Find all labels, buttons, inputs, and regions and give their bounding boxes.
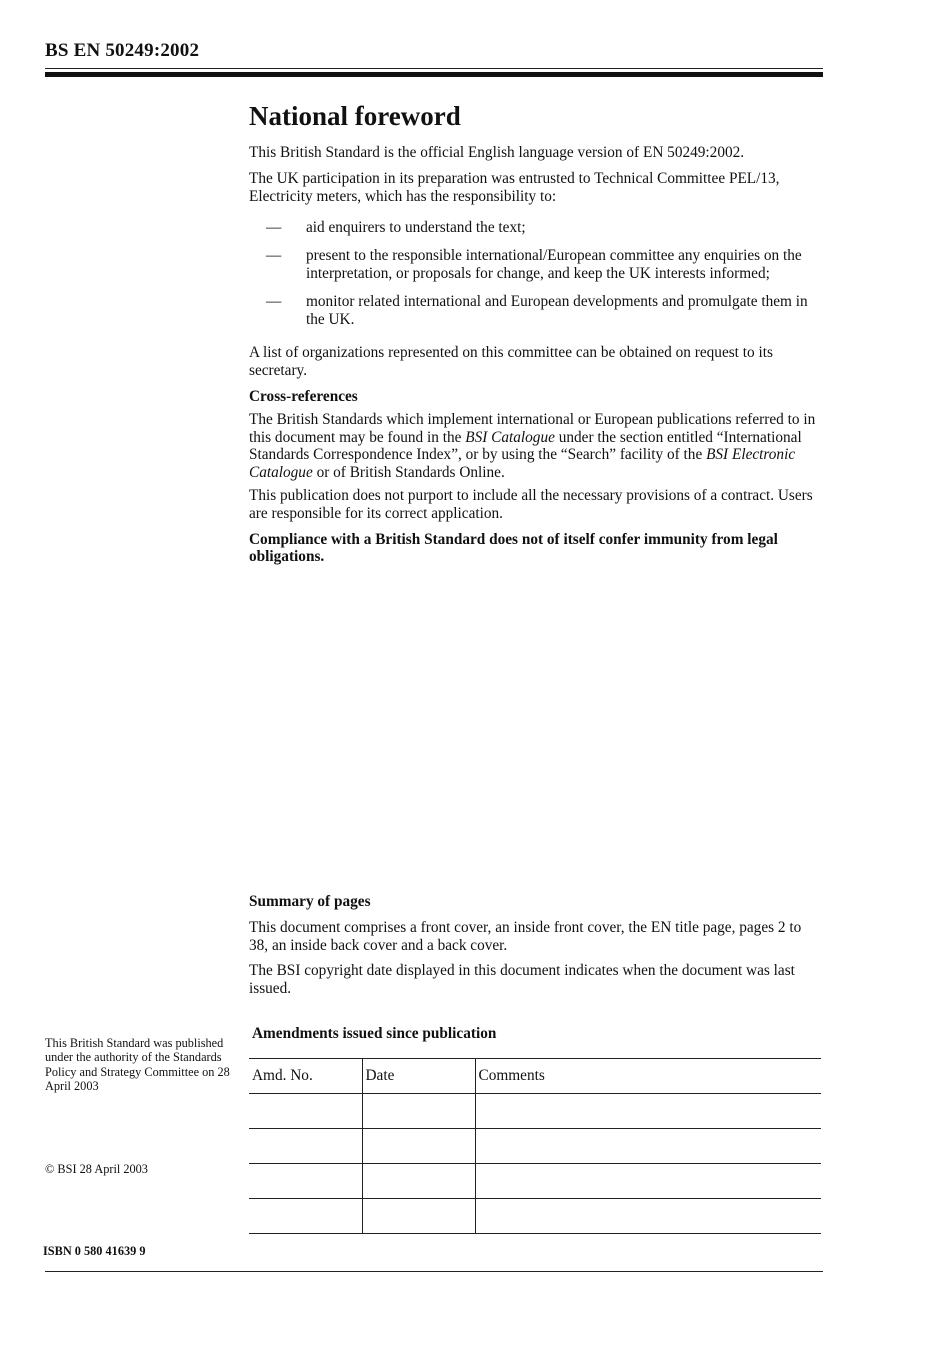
table-row xyxy=(249,1094,821,1129)
column-header-comments: Comments xyxy=(475,1059,821,1094)
table-cell xyxy=(249,1094,362,1129)
list-item-text: present to the responsible international/European committee any enquiries on the interpretation, or proposals for change, and keep the UK interests informed; xyxy=(306,247,802,282)
responsibility-list xyxy=(249,219,824,328)
table-cell xyxy=(475,1129,821,1164)
page-title: National foreword xyxy=(249,101,461,131)
list-item xyxy=(249,247,824,283)
cross-references-paragraph-1 xyxy=(249,411,824,482)
cross-references-heading: Cross-references xyxy=(249,387,358,405)
dash-marker: — xyxy=(266,247,282,265)
list-item-text: aid enquirers to understand the text; xyxy=(306,219,526,237)
table-row xyxy=(249,1164,821,1199)
foreword-paragraph-3: A list of organizations represented on this committee can be obtained on request to its secretary. xyxy=(249,344,773,380)
electronic-catalogue-title: BSI Electronic Catalogue xyxy=(249,446,796,482)
main-content xyxy=(249,100,824,571)
cross-references-paragraph-2: This publication does not purport to include all the necessary provisions of a contract. Users are responsible for its correct application. xyxy=(249,486,813,522)
cross-references-body xyxy=(249,411,824,566)
list-item xyxy=(249,219,824,237)
table-cell xyxy=(249,1164,362,1199)
table-cell xyxy=(475,1094,821,1129)
text-run: The British Standards which implement international or European publications referred to in this document may be found in the xyxy=(249,410,816,446)
table-row xyxy=(249,1199,821,1234)
publication-note: This British Standard was published under the authority of the Standards Policy and Strategy Committee on 28 April 2003 xyxy=(45,1036,230,1094)
column-header-date: Date xyxy=(362,1059,475,1094)
text-run: under the section entitled “International Standards Correspondence Index”, or by using the “Search” facility of the xyxy=(249,428,802,464)
text-run: or of British Standards Online. xyxy=(312,464,505,482)
isbn: ISBN 0 580 41639 9 xyxy=(43,1244,146,1258)
copyright-notice: © BSI 28 April 2003 xyxy=(45,1162,148,1176)
summary-paragraph-2: The BSI copyright date displayed in this document indicates when the document was last issued. xyxy=(249,962,795,998)
document-id: BS EN 50249:2002 xyxy=(45,40,200,61)
summary-section xyxy=(249,893,824,1006)
column-header-amd-no: Amd. No. xyxy=(249,1059,362,1094)
amendments-title: Amendments issued since publication xyxy=(252,1025,497,1042)
amendments-table xyxy=(249,1058,821,1234)
foreword-paragraph-1: This British Standard is the official English language version of EN 50249:2002. xyxy=(249,144,745,161)
compliance-statement: Compliance with a British Standard does not of itself confer immunity from legal obligations. xyxy=(249,530,778,566)
list-item-text: monitor related international and European developments and promulgate them in the UK. xyxy=(306,292,808,328)
summary-paragraph-1: This document comprises a front cover, an inside front cover, the EN title page, pages 2 to 38, an inside back cover and a back cover. xyxy=(249,918,802,954)
table-cell xyxy=(362,1164,475,1199)
table-row xyxy=(249,1129,821,1164)
header-rule-thick xyxy=(45,72,823,77)
list-item xyxy=(249,293,824,329)
dash-marker: — xyxy=(266,219,282,237)
table-cell xyxy=(362,1129,475,1164)
table-header-row xyxy=(249,1059,821,1094)
dash-marker: — xyxy=(266,292,282,310)
table-cell xyxy=(249,1129,362,1164)
header-rule-thin xyxy=(45,68,823,69)
table-cell xyxy=(475,1164,821,1199)
footer-rule xyxy=(45,1271,823,1272)
foreword-paragraph-2: The UK participation in its preparation was entrusted to Technical Committee PEL/13, Electricity meters, which has the responsibility to: xyxy=(249,169,780,205)
table-cell xyxy=(475,1199,821,1234)
catalogue-title: BSI Catalogue xyxy=(465,428,555,446)
summary-heading: Summary of pages xyxy=(249,893,371,910)
table-cell xyxy=(362,1094,475,1129)
table-cell xyxy=(249,1199,362,1234)
table-cell xyxy=(362,1199,475,1234)
